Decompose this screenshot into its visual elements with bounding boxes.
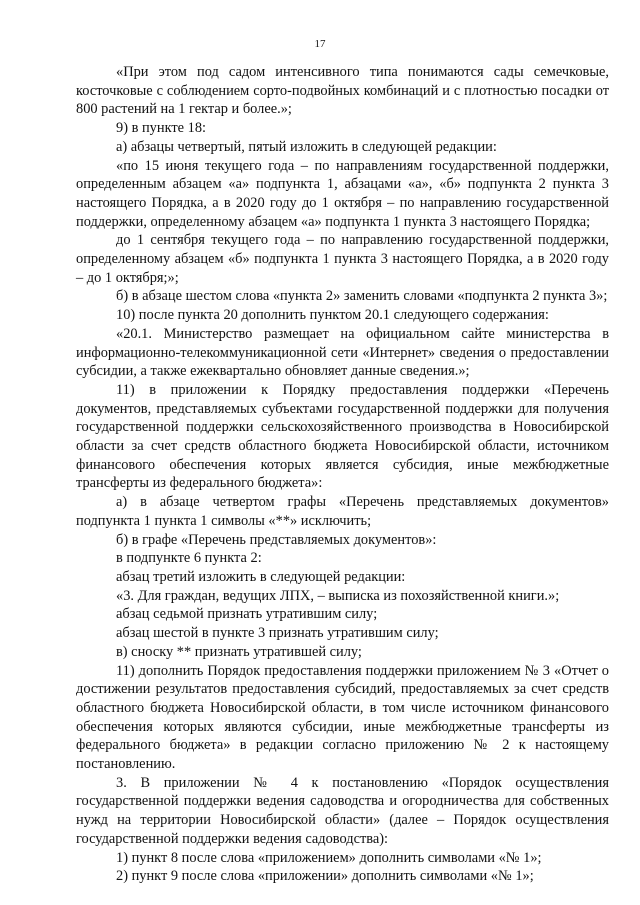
paragraph: 11) в приложении к Порядку предоставления поддержки «Перечень документов, представляемых субъектами государственной поддержки для получения государственной поддержки сельскохозяйственного производства в Новосибирской области за счет средств областного бюджета Новосибирской области, источником финансового обеспечения которых является субсидия, иные межбюджетные трансферты из федерального бюджета»:: [76, 381, 609, 492]
paragraph: «3. Для граждан, ведущих ЛПХ, – выписка из похозяйственной книги.»;: [116, 587, 560, 604]
paragraph: б) в абзаце шестом слова «пункта 2» заменить словами «подпункта 2 пункта 3»;: [116, 288, 608, 305]
paragraph: 11) дополнить Порядок предоставления поддержки приложением № 3 «Отчет о достижении результатов предоставления субсидий, предоставляемых за счет средств областного бюджета Новосибирской области, в том числе источником финансового обеспечения которых являются субсидии, иные межбюджетные трансферты из федерального бюджета» в редакции согласно приложению № 2 к настоящему постановлению.: [76, 662, 609, 773]
paragraph: 9) в пункте 18:: [116, 120, 207, 137]
paragraph: «20.1. Министерство размещает на официальном сайте министерства в информационно-телекоммуникационной сети «Интернет» сведения о предоставлении субсидии, а также ежеквартально обновляет данные сведения.»;: [76, 325, 609, 380]
paragraph: до 1 сентября текущего года – по направлению государственной поддержки, определенному абзацем «б» подпункта 1 пункта 3 настоящего Порядка, а в 2020 году – до 1 октября;»;: [76, 232, 609, 286]
paragraph: в подпункте 6 пункта 2:: [116, 550, 262, 567]
paragraph: 1) пункт 8 после слова «приложением» дополнить символами «№ 1»;: [116, 849, 542, 866]
document-body: [76, 63, 609, 886]
paragraph: абзац третий изложить в следующей редакции:: [116, 568, 406, 585]
paragraph: 10) после пункта 20 дополнить пунктом 20.1 следующего содержания:: [116, 307, 549, 324]
paragraph: абзац седьмой признать утратившим силу;: [116, 606, 378, 623]
page-number: 17: [314, 38, 326, 50]
paragraph: а) в абзаце четвертом графы «Перечень представляемых документов» подпункта 1 пункта 1 символы «**» исключить;: [76, 494, 609, 529]
paragraph: а) абзацы четвертый, пятый изложить в следующей редакции:: [116, 138, 497, 155]
paragraph: 3. В приложении № 4 к постановлению «Порядок осуществления государственной поддержки ведения садоводства и огородничества для собственных нужд на территории Новосибирской области» (далее – Порядок осуществления государственной поддержки ведения садоводства):: [76, 774, 609, 847]
paragraph: «по 15 июня текущего года – по направлениям государственной поддержки, определенным абзацем «а» подпункта 1, абзацами «а», «б» подпункта 2 пункта 3 настоящего Порядка, а в 2020 году до 1 октября – по направлению государственной поддержки, определенному абзацем «а» подпункта 1 пункта 3 настоящего Порядка;: [76, 157, 609, 230]
paragraph: в) сноску ** признать утратившей силу;: [116, 643, 362, 660]
paragraph: 2) пункт 9 после слова «приложении» дополнить символами «№ 1»;: [116, 868, 534, 885]
paragraph: «При этом под садом интенсивного типа понимаются сады семечковые, косточковые с соблюдением сорто-подвойных комбинаций и с плотностью посадки от 800 растений на 1 гектар и более.»;: [76, 64, 609, 118]
paragraph: б) в графе «Перечень представляемых документов»:: [116, 531, 437, 548]
paragraph: абзац шестой в пункте 3 признать утратившим силу;: [116, 625, 439, 642]
